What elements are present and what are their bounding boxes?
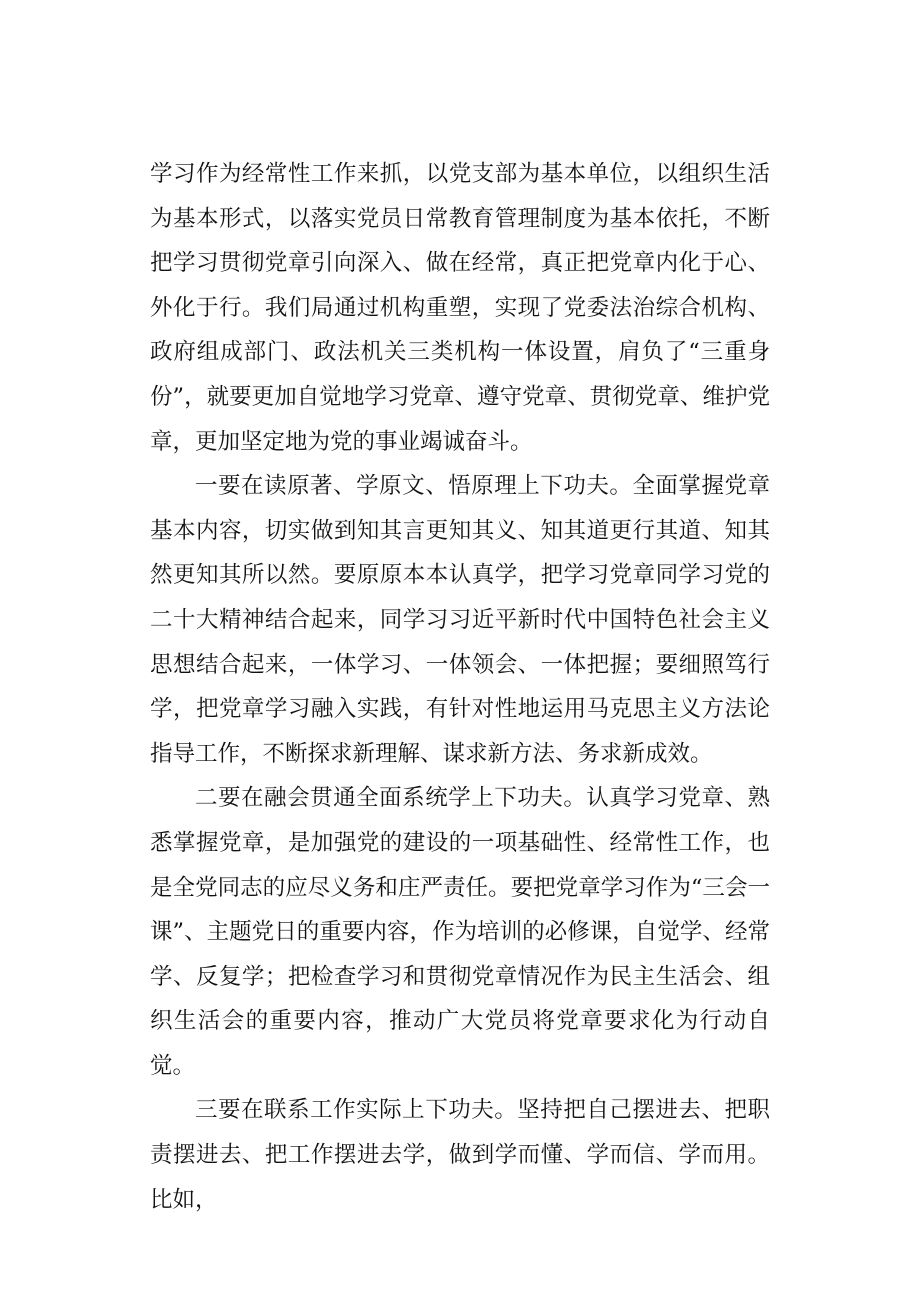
- paragraph-point-one: 一要在读原著、学原文、悟原理上下功夫。全面掌握党章基本内容，切实做到知其言更知其义、知其道更行其道、知其然更知其所以然。要原原本本认真学，把学习党章同学习党的二十大精神结合起来，同学习习近平新时代中国特色社会主义思想结合起来，一体学习、一体领会、一体把握；要细照笃行学，把党章学习融入实践，有针对性地运用马克思主义方法论指导工作，不断探求新理解、谋求新方法、务求新成效。: [150, 473, 770, 767]
- paragraph-continuation: 学习作为经常性工作来抓，以党支部为基本单位，以组织生活为基本形式，以落实党员日常教育管理制度为基本依托，不断把学习贯彻党章引向深入、做在经常，真正把党章内化于心、外化于行。我们局通过机构重塑，实现了党委法治综合机构、政府组成部门、政法机关三类机构一体设置，肩负了“三重身份”，就要更加自觉地学习党章、遵守党章、贯彻党章、维护党章，更加坚定地为党的事业竭诚奋斗。: [150, 161, 770, 455]
- paragraph-point-two: 二要在融会贯通全面系统学上下功夫。认真学习党章、熟悉掌握党章，是加强党的建设的一项基础性、经常性工作，也是全党同志的应尽义务和庄严责任。要把党章学习作为“三会一课”、主题党日的重要内容，作为培训的必修课，自觉学、经常学、反复学；把检查学习和贯彻党章情况作为民主生活会、组织生活会的重要内容，推动广大党员将党章要求化为行动自觉。: [150, 785, 770, 1079]
- paragraph-point-three: 三要在联系工作实际上下功夫。坚持把自己摆进去、把职责摆进去、把工作摆进去学，做到学而懂、学而信、学而用。比如，: [150, 1097, 770, 1213]
- document-body: [150, 152, 770, 1222]
